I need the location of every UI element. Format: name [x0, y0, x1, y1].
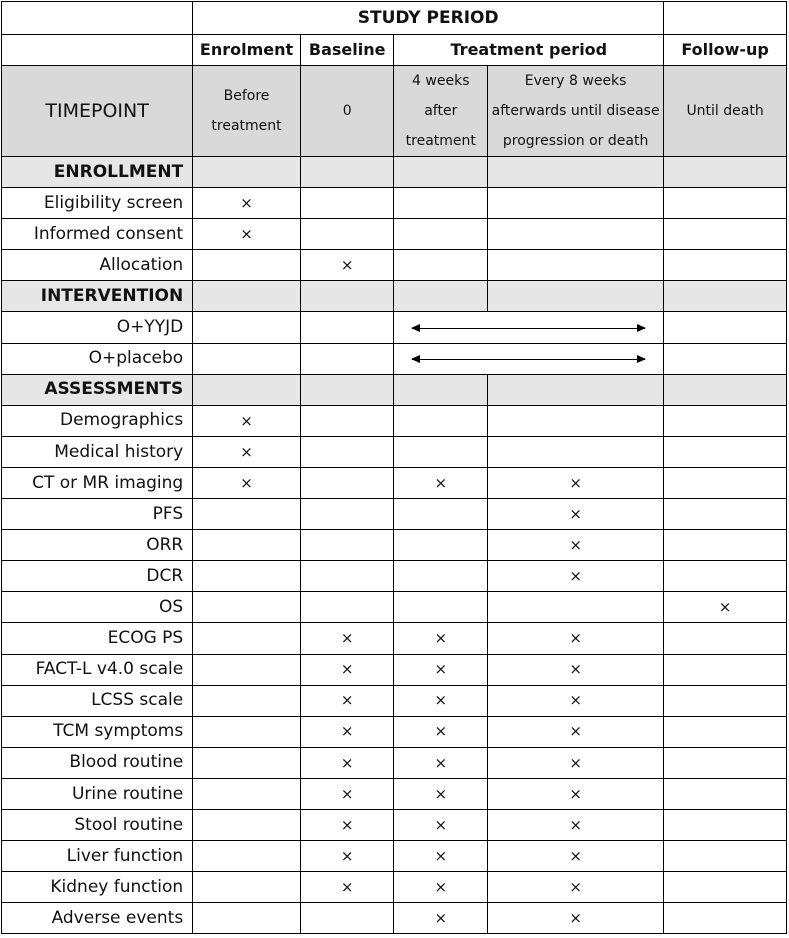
section-cell — [300, 281, 394, 312]
assessment-row — [2, 530, 787, 561]
schedule-mark: × — [488, 530, 664, 561]
timepoint-baseline — [300, 66, 394, 157]
assessment-row — [2, 623, 787, 654]
row-label: Liver function — [2, 841, 193, 872]
section-cell — [488, 281, 664, 312]
empty-cell — [193, 343, 301, 374]
phase-baseline: Baseline — [300, 35, 394, 66]
section-cell — [193, 157, 301, 188]
row-label: Stool routine — [2, 809, 193, 840]
schedule-mark: × — [193, 405, 301, 436]
empty-cell — [664, 872, 787, 903]
section-cell — [193, 281, 301, 312]
section-cell — [394, 281, 488, 312]
empty-cell — [664, 436, 787, 467]
row-label: Blood routine — [2, 747, 193, 778]
empty-cell — [394, 561, 488, 592]
timepoint-every-8-weeks — [488, 66, 664, 157]
row-label: O+placebo — [2, 343, 193, 374]
empty-cell — [488, 405, 664, 436]
timepoint-line: 4 weeks — [412, 73, 470, 89]
timepoint-label: TIMEPOINT — [2, 66, 193, 157]
empty-cell — [193, 903, 301, 934]
empty-cell — [394, 530, 488, 561]
schedule-mark: × — [664, 592, 787, 623]
schedule-mark: × — [193, 436, 301, 467]
intervention-row — [2, 312, 787, 343]
assessment-row — [2, 467, 787, 498]
study-schedule-table — [1, 1, 787, 934]
row-label: ORR — [2, 530, 193, 561]
section-heading: INTERVENTION — [2, 281, 193, 312]
schedule-mark: × — [488, 467, 664, 498]
timepoint-line: progression or death — [502, 133, 649, 149]
section-cell — [300, 374, 394, 405]
timepoint-enrolment — [193, 66, 301, 157]
empty-cell — [394, 436, 488, 467]
schedule-mark: × — [193, 467, 301, 498]
schedule-mark: × — [394, 747, 488, 778]
timepoint-line: 0 — [342, 103, 352, 119]
empty-cell — [488, 250, 664, 281]
empty-cell — [394, 405, 488, 436]
schedule-mark: × — [300, 841, 394, 872]
section-row — [2, 281, 787, 312]
schedule-mark: × — [488, 903, 664, 934]
timepoint-line: treatment — [405, 133, 476, 149]
empty-cell — [193, 778, 301, 809]
empty-cell — [664, 747, 787, 778]
section-cell — [394, 157, 488, 188]
schedule-mark: × — [488, 654, 664, 685]
empty-cell — [664, 219, 787, 250]
schedule-mark: × — [300, 654, 394, 685]
assessment-row — [2, 841, 787, 872]
empty-cell — [664, 405, 787, 436]
empty-cell — [193, 561, 301, 592]
row-label: CT or MR imaging — [2, 467, 193, 498]
empty-cell — [300, 405, 394, 436]
row-label: OS — [2, 592, 193, 623]
assessment-row — [2, 903, 787, 934]
phase-treatment-period: Treatment period — [394, 35, 664, 66]
header-row-phases — [2, 35, 787, 66]
section-heading: ENROLLMENT — [2, 157, 193, 188]
row-label: Kidney function — [2, 872, 193, 903]
timepoint-4-weeks — [394, 66, 488, 157]
assessment-row — [2, 778, 787, 809]
schedule-mark: × — [300, 623, 394, 654]
empty-cell — [664, 654, 787, 685]
phase-enrolment: Enrolment — [193, 35, 301, 66]
timepoint-line: after — [424, 103, 458, 119]
empty-cell — [300, 219, 394, 250]
assessment-row — [2, 219, 787, 250]
schedule-mark: × — [300, 685, 394, 716]
schedule-mark: × — [488, 841, 664, 872]
empty-cell — [300, 467, 394, 498]
timepoint-line: treatment — [211, 118, 282, 134]
empty-cell — [300, 530, 394, 561]
timepoint-line: afterwards until disease — [491, 103, 660, 119]
timepoint-row — [2, 66, 787, 157]
row-label: Eligibility screen — [2, 188, 193, 219]
empty-cell — [300, 499, 394, 530]
corner-cell — [2, 35, 193, 66]
assessment-row — [2, 809, 787, 840]
empty-cell — [193, 623, 301, 654]
empty-cell — [193, 872, 301, 903]
schedule-mark: × — [488, 872, 664, 903]
schedule-mark: × — [394, 685, 488, 716]
section-cell — [488, 374, 664, 405]
assessment-row — [2, 747, 787, 778]
schedule-mark: × — [300, 716, 394, 747]
schedule-mark: × — [394, 809, 488, 840]
assessment-row — [2, 250, 787, 281]
section-cell — [193, 374, 301, 405]
schedule-mark: × — [193, 188, 301, 219]
row-label: TCM symptoms — [2, 716, 193, 747]
empty-cell — [300, 188, 394, 219]
schedule-mark: × — [394, 903, 488, 934]
empty-cell — [664, 809, 787, 840]
empty-cell — [394, 188, 488, 219]
empty-cell — [664, 561, 787, 592]
empty-cell — [193, 747, 301, 778]
section-cell — [488, 157, 664, 188]
assessment-row — [2, 405, 787, 436]
assessment-row — [2, 716, 787, 747]
schedule-mark: × — [394, 623, 488, 654]
empty-cell — [664, 623, 787, 654]
double-arrow-icon — [412, 359, 645, 360]
schedule-mark: × — [488, 623, 664, 654]
schedule-mark: × — [488, 809, 664, 840]
empty-cell — [193, 809, 301, 840]
schedule-mark: × — [394, 778, 488, 809]
timepoint-line: Until death — [686, 103, 764, 119]
section-row — [2, 157, 787, 188]
row-label: Demographics — [2, 405, 193, 436]
empty-cell — [664, 250, 787, 281]
empty-cell — [394, 499, 488, 530]
empty-cell — [488, 188, 664, 219]
empty-cell — [664, 841, 787, 872]
empty-cell — [193, 716, 301, 747]
section-cell — [300, 157, 394, 188]
empty-cell — [664, 716, 787, 747]
empty-cell — [193, 530, 301, 561]
study-period-heading: STUDY PERIOD — [193, 2, 664, 35]
schedule-mark: × — [488, 716, 664, 747]
row-label: O+YYJD — [2, 312, 193, 343]
schedule-mark: × — [300, 778, 394, 809]
schedule-mark: × — [300, 809, 394, 840]
empty-cell — [488, 436, 664, 467]
row-label: Adverse events — [2, 903, 193, 934]
schedule-mark: × — [394, 467, 488, 498]
section-heading: ASSESSMENTS — [2, 374, 193, 405]
schedule-mark: × — [488, 561, 664, 592]
assessment-row — [2, 188, 787, 219]
empty-cell — [300, 436, 394, 467]
empty-cell — [193, 685, 301, 716]
treatment-duration-cell — [394, 343, 664, 374]
assessment-row — [2, 654, 787, 685]
intervention-row — [2, 343, 787, 374]
row-label: PFS — [2, 499, 193, 530]
empty-cell — [193, 592, 301, 623]
empty-cell — [193, 841, 301, 872]
corner-cell — [2, 2, 193, 35]
empty-cell — [664, 312, 787, 343]
empty-cell — [664, 188, 787, 219]
empty-cell — [488, 592, 664, 623]
timepoint-line: Every 8 weeks — [524, 73, 627, 89]
schedule-mark: × — [394, 841, 488, 872]
phase-follow-up: Follow-up — [664, 35, 787, 66]
row-label: ECOG PS — [2, 623, 193, 654]
empty-cell — [193, 312, 301, 343]
treatment-duration-cell — [394, 312, 664, 343]
assessment-row — [2, 499, 787, 530]
schedule-mark: × — [193, 219, 301, 250]
empty-cell — [300, 312, 394, 343]
row-label: Allocation — [2, 250, 193, 281]
assessment-row — [2, 436, 787, 467]
section-cell — [664, 374, 787, 405]
empty-cell — [488, 219, 664, 250]
header-row-study-period — [2, 2, 787, 35]
row-label: Informed consent — [2, 219, 193, 250]
schedule-mark: × — [394, 716, 488, 747]
schedule-mark: × — [488, 778, 664, 809]
row-label: DCR — [2, 561, 193, 592]
schedule-mark: × — [394, 654, 488, 685]
empty-cell — [664, 499, 787, 530]
schedule-mark: × — [394, 872, 488, 903]
schedule-mark: × — [300, 747, 394, 778]
empty-cell — [664, 685, 787, 716]
empty-cell — [664, 903, 787, 934]
assessment-row — [2, 872, 787, 903]
schedule-mark: × — [488, 499, 664, 530]
empty-cell — [193, 654, 301, 685]
empty-cell — [664, 530, 787, 561]
timepoint-follow-up — [664, 66, 787, 157]
empty-cell — [300, 343, 394, 374]
empty-cell — [300, 592, 394, 623]
assessment-row — [2, 685, 787, 716]
assessment-row — [2, 561, 787, 592]
section-cell — [664, 281, 787, 312]
empty-cell — [394, 219, 488, 250]
empty-cell — [664, 343, 787, 374]
empty-cell — [300, 903, 394, 934]
schedule-mark: × — [488, 685, 664, 716]
empty-cell — [193, 250, 301, 281]
row-label: FACT-L v4.0 scale — [2, 654, 193, 685]
empty-cell — [193, 499, 301, 530]
row-label: LCSS scale — [2, 685, 193, 716]
section-cell — [394, 374, 488, 405]
row-label: Medical history — [2, 436, 193, 467]
empty-cell — [664, 778, 787, 809]
schedule-mark: × — [488, 747, 664, 778]
double-arrow-icon — [412, 328, 645, 329]
empty-cell — [300, 561, 394, 592]
timepoint-line: Before — [223, 88, 270, 104]
empty-cell — [664, 467, 787, 498]
section-row — [2, 374, 787, 405]
empty-cell — [394, 592, 488, 623]
section-cell — [664, 157, 787, 188]
schedule-mark: × — [300, 250, 394, 281]
assessment-row — [2, 592, 787, 623]
empty-cell — [394, 250, 488, 281]
empty-header-cell — [664, 2, 787, 35]
schedule-mark: × — [300, 872, 394, 903]
row-label: Urine routine — [2, 778, 193, 809]
